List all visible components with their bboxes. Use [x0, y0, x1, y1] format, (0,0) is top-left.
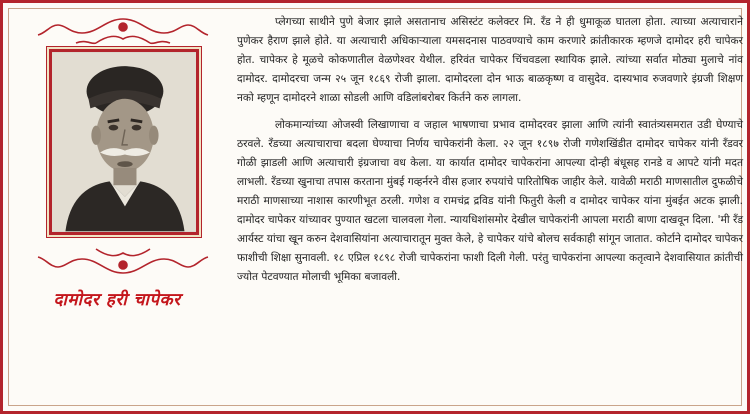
- paragraph-2: लोकमान्यांच्या ओजस्वी लिखाणाचा व जहाल भाषणाचा प्रभाव दामोदरवर झाला आणि त्यांनी स्वातंत्र्यसमरात उडी घेण्याचे ठरवले. रँडच्या अत्याचाराचा बदला घेण्याचा निर्णय चापेकरांनी केला. २२ जून १८९७ रोजी गणेशखिंडीत दामोदर चापेकर यांनी रँडवर गोळी झाडली आणि अत्याचारी इंग्रजाचा वध केला. या कार्यात दामोदर चापेकरांना आपल्या दोन्ही बंधूसह रानडे व आपटे यांनी मदत लाभली. रँडच्या खुनाचा तपास करताना मुंबई गव्हर्नरने वीस हजार रुपयांचे पारितोषिक जाहीर केले. यावेळी मराठी माणसातील दुफळीचे मराठी माणसाच्या नाशास कारणीभूत ठरली. गणेश व रामचंद्र द्रविड यांनी फितुरी केली व दामोदर चापेकर यांना मुंबईत अटक झाली. दामोदर चापेकर यांच्यावर पुण्यात खटला चालवला गेला. न्यायधिशांसमोर देखील चापेकरांनी आपला मराठी बाणा दाखवून दिला. 'मी रँड आर्यस्ट यांचा खून करुन देशवासियांना अत्याचारातून मुक्त केले, हे चापेकर यांचे बोलच सर्वकाही सांगून जातात. कोर्टाने दामोदर चापेकर फाशीची शिक्षा सुनावली. १८ एप्रिल १८९८ रोजी चापेकरांना फाशी दिली गेली. परंतु चापेकरांना आपल्या कतृत्वाने देशवासियात क्रांतीची ज्योत पेटवण्यात मोलाची भूमिका बजावली.: [237, 119, 744, 283]
- article-body: [237, 13, 743, 409]
- bottom-ornament-icon: [36, 239, 210, 279]
- portrait-photo: [49, 49, 199, 235]
- portrait-column: [11, 11, 235, 407]
- portrait-image: [52, 52, 196, 232]
- person-name: दामोदर हरी चापेकर: [53, 290, 181, 310]
- top-ornament-icon: [36, 13, 210, 53]
- paragraph-1: प्लेगच्या साथीने पुणे बेजार झाले असतानाच असिस्टंट कलेक्टर मि. रँड ने ही धुमाकूळ घातला होता. त्याच्या अत्याचाराने पुणेकर हैराण झाले होते. या अत्याचारी अधिकाऱ्याला यमसदनास पाठवण्याचे काम करणारे क्रांतीकारक म्हणजे दामोदर हरी चापेकर होत. चापेकर हे मूळचे कोकणातील वेळणेश्वर येथील. हरिवंत चापेकर चिंचवडला स्थायिक झाले. त्यांच्या सर्वात मोठ्या मुलाचे नांव दामोदर. दामोदरचा जन्म २५ जून १८६९ रोजी झाला. दामोदरला दोन भाऊ बाळकृष्ण व वासुदेव. दास्यभाव रुजवणारे इंग्रजी शिक्षण नको म्हणून दामोदरने शाळा सोडली आणि वडिलांबरोबर किर्तने करु लागला.: [237, 16, 743, 104]
